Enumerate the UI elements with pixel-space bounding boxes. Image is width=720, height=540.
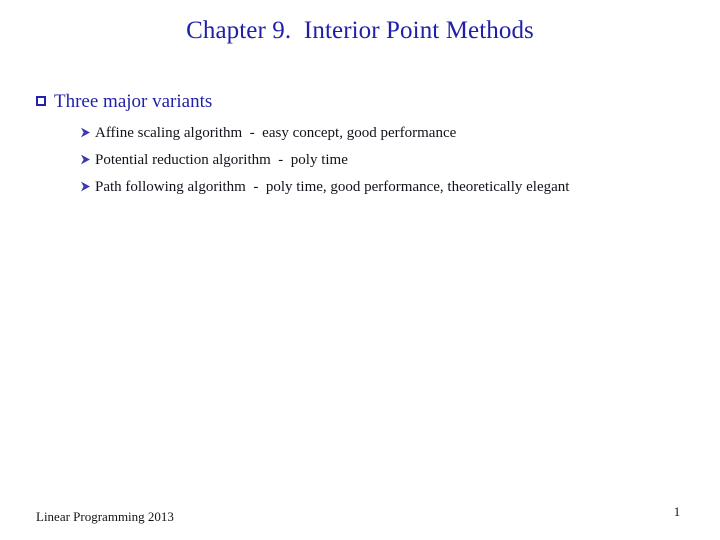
bullet-level2-label: Affine scaling algorithm - easy concept, good performance: [95, 125, 457, 141]
arrow-bullet-icon: [80, 147, 95, 174]
footer-text: Linear Programming 2013: [36, 509, 174, 524]
page-number: 1: [673, 504, 681, 519]
bullet-level2-label: Path following algorithm - poly time, good performance, theoretically elegant: [95, 179, 570, 195]
arrow-bullet-icon: [80, 120, 95, 147]
bullet-level1: [36, 90, 696, 114]
bullet-level1-label: Three major variants: [54, 91, 213, 112]
bullet-level2-item: [80, 174, 696, 201]
arrow-bullet-icon: [80, 174, 95, 201]
bullet-level2-label: Potential reduction algorithm - poly time: [95, 152, 348, 168]
page-title: Chapter 9. Interior Point Methods: [186, 17, 534, 44]
slide-body: [36, 90, 696, 201]
square-bullet-icon: [36, 90, 54, 114]
bullet-level2-item: [80, 147, 696, 174]
bullet-level2-item: [80, 120, 696, 147]
